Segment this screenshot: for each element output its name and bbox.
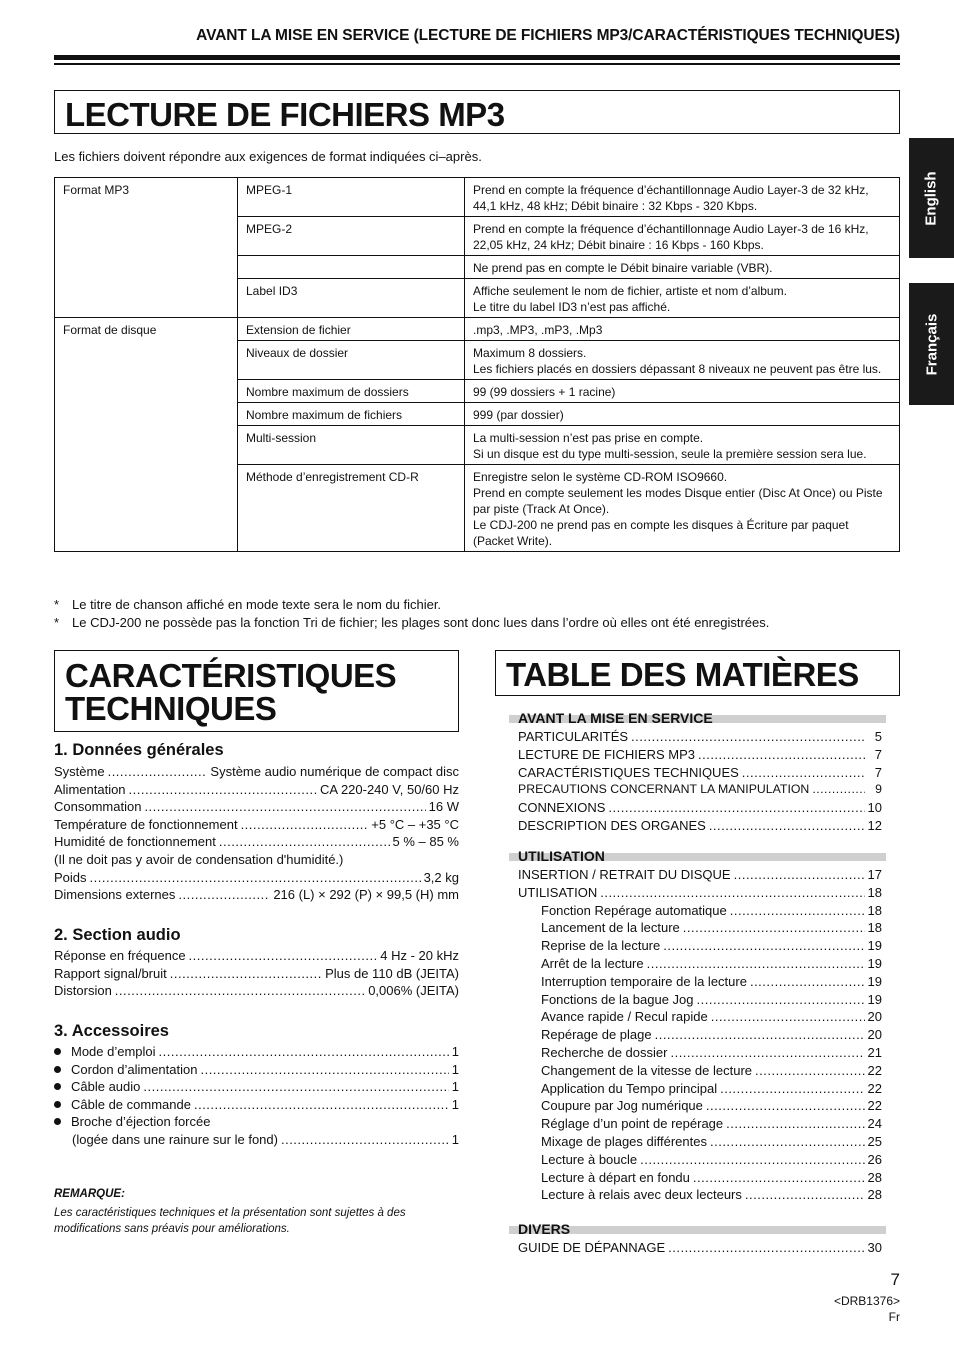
spec-label: Système <box>54 764 105 779</box>
note-marker: * <box>54 615 60 630</box>
bullet-icon <box>54 1083 61 1090</box>
toc-entry-page: 19 <box>867 991 882 1007</box>
spec-row-temp <box>54 816 459 834</box>
toc-subentry[interactable] <box>518 991 882 1009</box>
accessory-item <box>54 1078 459 1096</box>
leader-dots <box>178 886 270 904</box>
leader-dots <box>663 937 864 955</box>
leader-dots <box>706 1097 865 1115</box>
leader-dots <box>698 746 865 764</box>
remarque-title: REMARQUE: <box>54 1188 125 1200</box>
toc-entry-label: Lecture à boucle <box>541 1151 638 1167</box>
spec-row-conso <box>54 798 459 816</box>
accessory-label <box>54 1043 156 1061</box>
spec-value: Système audio numérique de compact disc <box>210 764 459 779</box>
toc-entry-label: CONNEXIONS <box>518 800 606 816</box>
toc-entry-page: 7 <box>874 746 882 762</box>
toc-entry-label: Arrêt de la lecture <box>541 955 644 971</box>
spec-label: Humidité de fonctionnement <box>54 834 216 850</box>
accessory-label <box>54 1096 191 1114</box>
tab-francais[interactable] <box>909 283 954 405</box>
spec-row-humid <box>54 833 459 851</box>
table-cell-methode: Méthode d’enregistrement CD-R <box>238 465 465 552</box>
spec-label: Distorsion <box>54 983 112 999</box>
spec-row-snr <box>54 965 459 983</box>
spec-value: Plus de 110 dB (JEITA) <box>325 965 459 981</box>
leader-dots <box>670 1044 864 1062</box>
bullet-icon <box>54 1066 61 1073</box>
toc-entry-page: 19 <box>867 938 882 954</box>
toc-entry-label: Fonction Repérage automatique <box>541 902 727 918</box>
caracteristiques-title <box>54 650 459 732</box>
spec-value: 16 W <box>428 799 459 815</box>
toc-entry[interactable] <box>518 746 882 764</box>
page-number: 7 <box>890 1270 900 1289</box>
bullet-icon <box>54 1048 61 1055</box>
spec-label: Consommation <box>54 799 142 815</box>
toc-subentry[interactable] <box>518 1026 882 1044</box>
toc-entry-label: UTILISATION <box>518 884 598 900</box>
accessory-qty: 1 <box>451 1044 459 1059</box>
leader-dots <box>143 1078 448 1096</box>
leader-dots <box>655 1026 865 1044</box>
accessory-name: Cordon d’alimentation <box>71 1061 198 1077</box>
leader-dots <box>90 869 421 887</box>
leader-dots <box>745 1186 865 1204</box>
accessory-item-broche <box>54 1113 459 1131</box>
toc-entry-label: Recherche de dossier <box>541 1044 668 1060</box>
toc-subentry[interactable] <box>518 1169 882 1187</box>
toc-entry-label: Lancement de la lecture <box>541 920 680 936</box>
accessory-label <box>54 1061 197 1079</box>
toc-subentry[interactable] <box>518 1115 882 1133</box>
id3-desc-line: Affiche seulement le nom de fichier, artiste et nom d’album. <box>473 284 787 298</box>
table-cell-nb-fichiers-desc: 999 (par dossier) <box>465 403 900 426</box>
note-item <box>54 614 769 632</box>
toc-entry-page: 19 <box>867 955 882 971</box>
toc-entry-page: 21 <box>867 1044 882 1060</box>
table-cell-mpeg2-desc: Prend en compte la fréquence d’échantillonnage Audio Layer-3 de 16 kHz, 22,05 kHz, 24 kHz; Débit binaire : 16 Kbps - 160 Kbps. <box>465 217 900 256</box>
leader-dots <box>711 1008 865 1026</box>
toc-entry-label: Changement de la vitesse de lecture <box>541 1062 753 1078</box>
spec-value: +5 °C – +35 °C <box>371 816 459 832</box>
bullet-icon <box>54 1118 61 1125</box>
leader-dots <box>720 1080 864 1098</box>
leader-dots <box>115 982 365 1000</box>
audio-heading: 2. Section audio <box>54 926 181 944</box>
toc-entry-page: 10 <box>867 800 882 816</box>
leader-dots <box>600 884 864 902</box>
caracteristiques-title-line: CARACTÉRISTIQUES <box>65 657 397 694</box>
lang-code-line: Fr <box>888 1310 900 1324</box>
leader-dots <box>129 781 317 799</box>
mp3-notes <box>54 596 769 632</box>
toc-entry-page: 18 <box>867 902 882 918</box>
toc-subentry[interactable] <box>518 1062 882 1080</box>
leader-dots <box>144 798 425 816</box>
toc-subentry[interactable] <box>518 919 882 937</box>
toc-subentry[interactable] <box>518 973 882 991</box>
leader-dots <box>219 833 390 851</box>
leader-dots <box>640 1151 864 1169</box>
leader-dots <box>710 1133 865 1151</box>
bullet-icon <box>54 1101 61 1108</box>
toc-entry-page: 19 <box>867 973 882 989</box>
table-cell-empty <box>238 256 465 279</box>
accessory-qty: 1 <box>451 1079 459 1095</box>
toc-entry-page: 18 <box>867 920 882 936</box>
mp3-section-title: LECTURE DE FICHIERS MP3 <box>54 90 900 134</box>
header-rule-thin <box>54 63 900 65</box>
accessoires-list <box>54 1043 459 1149</box>
audio-list <box>54 947 459 1000</box>
toc-entry-label: Application du Tempo principal <box>541 1080 718 1096</box>
accessory-name: Câble audio <box>71 1079 141 1095</box>
accessory-qty: 1 <box>451 1061 459 1077</box>
leader-dots <box>159 1043 449 1061</box>
leader-dots <box>194 1096 449 1114</box>
spec-label: Réponse en fréquence <box>54 948 186 963</box>
methode-desc-line: Prend en compte seulement les modes Disque entier (Disc At Once) ou Piste par piste (Track At Once). <box>473 486 883 516</box>
toc-entry-page: 5 <box>874 729 882 744</box>
mp3-format-table <box>54 177 900 552</box>
document-code <box>834 1293 900 1325</box>
toc-subentry[interactable] <box>518 955 882 973</box>
mp3-intro-text: Les fichiers doivent répondre aux exigences de format indiquées ci–après. <box>54 149 482 164</box>
toc-entry-page: 28 <box>867 1187 882 1203</box>
table-cell-mpeg2: MPEG-2 <box>238 217 465 256</box>
leader-dots <box>189 947 378 965</box>
toc-entry-label: Réglage d’un point de repérage <box>541 1116 724 1132</box>
spec-value: 5 % – 85 % <box>392 834 459 850</box>
toc-entry-label: Coupure par Jog numérique <box>541 1098 703 1114</box>
leader-dots <box>726 1115 864 1133</box>
leader-dots <box>734 866 865 884</box>
accessory-item <box>54 1096 459 1114</box>
table-cell-ext-desc: .mp3, .MP3, .mP3, .Mp3 <box>465 318 900 341</box>
table-cell-nb-fichiers: Nombre maximum de fichiers <box>238 403 465 426</box>
accessory-name: Câble de commande <box>71 1096 191 1112</box>
id3-desc-line: Le titre du label ID3 n’est pas affiché. <box>473 300 671 314</box>
spec-value: 4 Hz - 20 kHz <box>380 948 459 963</box>
spec-label: Alimentation <box>54 781 126 797</box>
toc-entry[interactable] <box>518 817 882 835</box>
table-cell-ext: Extension de fichier <box>238 318 465 341</box>
leader-dots <box>730 902 865 920</box>
toc-entry-label: Fonctions de la bague Jog <box>541 991 694 1007</box>
toc-entry-label: Lecture à relais avec deux lecteurs <box>541 1187 742 1203</box>
leader-dots <box>170 965 322 983</box>
toc-entry[interactable] <box>518 884 882 902</box>
leader-dots <box>697 991 865 1009</box>
toc-entry-page: 26 <box>867 1151 882 1167</box>
accessory-item <box>54 1043 459 1061</box>
spec-label: Température de fonctionnement <box>54 816 238 832</box>
leader-dots <box>108 763 208 781</box>
spec-row-poids <box>54 869 459 887</box>
tab-english[interactable] <box>909 138 954 258</box>
toc-subentry[interactable] <box>518 1133 882 1151</box>
spec-value: 0,006% (JEITA) <box>368 983 459 999</box>
niveaux-desc-line: Maximum 8 dossiers. <box>473 346 587 360</box>
tab-francais-label: Français <box>923 313 941 375</box>
table-cell-multi: Multi-session <box>238 426 465 465</box>
toc-entry-label: CARACTÉRISTIQUES TECHNIQUES <box>518 764 739 780</box>
note-text: Le CDJ-200 ne possède pas la fonction Tri de fichier; les plages sont donc lues dans l’ordre où elles ont été enregistrées. <box>72 615 770 630</box>
toc-section-heading: DIVERS <box>518 1221 571 1237</box>
toc-list-utilisation <box>518 866 882 1204</box>
spec-label: Poids <box>54 869 87 885</box>
toc-entry-page: 18 <box>867 884 882 900</box>
niveaux-desc-line: Les fichiers placés en dossiers dépassant 8 niveaux ne peuvent pas être lus. <box>473 362 882 376</box>
toc-subentry[interactable] <box>518 1080 882 1098</box>
toc-entry-label: Mixage de plages différentes <box>541 1133 707 1149</box>
spec-humid-note: (Il ne doit pas y avoir de condensation d'humidité.) <box>54 851 344 867</box>
table-cell-vbr-desc: Ne prend pas en compte le Débit binaire variable (VBR). <box>465 256 900 279</box>
toc-entry-label: Repérage de plage <box>541 1027 652 1043</box>
toc-entry-label: Lecture à départ en fondu <box>541 1169 690 1185</box>
leader-dots <box>750 973 865 991</box>
table-cell-methode-desc <box>465 465 900 552</box>
caracteristiques-title-line: TECHNIQUES <box>65 690 277 727</box>
toc-entry-page: 22 <box>867 1062 882 1078</box>
leader-dots <box>709 817 865 835</box>
toc-subentry[interactable] <box>518 1186 882 1204</box>
toc-entry-page: 22 <box>867 1098 882 1114</box>
accessoires-heading: 3. Accessoires <box>54 1022 169 1040</box>
toc-subentry[interactable] <box>518 1097 882 1115</box>
leader-dots <box>755 1062 865 1080</box>
table-cell-id3-desc <box>465 279 900 318</box>
leader-dots <box>241 816 369 834</box>
spec-row-alim <box>54 781 459 799</box>
toc-entry-page: 7 <box>874 764 882 780</box>
toc-section-heading: UTILISATION <box>518 848 605 864</box>
toc-entry[interactable] <box>518 781 882 799</box>
methode-desc-line: Enregistre selon le système CD-ROM ISO9660. <box>473 470 728 484</box>
doc-code-line: <DRB1376> <box>833 1294 900 1308</box>
toc-entry-page: 22 <box>867 1080 882 1096</box>
toc-entry[interactable] <box>518 799 882 817</box>
toc-entry-page: 20 <box>867 1027 882 1043</box>
toc-entry[interactable] <box>518 764 882 782</box>
accessory-sub-label: (logée dans une rainure sur le fond) <box>72 1131 278 1147</box>
note-text: Le titre de chanson affiché en mode texte sera le nom du fichier. <box>72 597 442 612</box>
toc-entry-label: Avance rapide / Recul rapide <box>541 1009 708 1025</box>
spec-value: 216 (L) × 292 (P) × 99,5 (H) mm <box>273 887 459 903</box>
leader-dots <box>683 919 865 937</box>
toc-entry-label: PRECAUTIONS CONCERNANT LA MANIPULATION <box>518 782 810 797</box>
table-cell-mpeg1-desc: Prend en compte la fréquence d’échantillonnage Audio Layer-3 de 32 kHz, 44,1 kHz, 48 kHz; Débit binaire : 32 Kbps - 320 Kbps. <box>465 178 900 217</box>
accessory-item-broche-sub <box>54 1131 459 1149</box>
header-rule-thick <box>54 55 900 60</box>
toc-subentry[interactable] <box>518 1008 882 1026</box>
toc-subentry[interactable] <box>518 1044 882 1062</box>
leader-dots <box>200 1061 448 1079</box>
toc-subentry[interactable] <box>518 937 882 955</box>
leader-dots <box>812 781 865 799</box>
accessory-label <box>54 1078 140 1096</box>
toc-entry-page: 24 <box>867 1116 882 1132</box>
tab-english-label: English <box>923 170 941 226</box>
leader-dots <box>631 728 865 746</box>
toc-entry-page: 28 <box>867 1169 882 1185</box>
toc-list-avant <box>518 728 882 835</box>
toc-entry-label: Interruption temporaire de la lecture <box>541 973 747 989</box>
table-cell-niveaux-desc <box>465 341 900 380</box>
page-header-title: AVANT LA MISE EN SERVICE (LECTURE DE FICHIERS MP3/CARACTÉRISTIQUES TECHNIQUES) <box>196 27 900 44</box>
toc-entry-page: 17 <box>867 867 882 882</box>
table-cell-format-disque: Format de disque <box>55 318 238 552</box>
spec-row-dist <box>54 982 459 1000</box>
toc-entry-label: Reprise de la lecture <box>541 938 661 954</box>
toc-entry-page: 30 <box>867 1240 882 1255</box>
toc-title: TABLE DES MATIÈRES <box>495 650 900 696</box>
accessory-qty: 1 <box>451 1131 459 1147</box>
table-cell-mpeg1: MPEG-1 <box>238 178 465 217</box>
toc-entry-label: INSERTION / RETRAIT DU DISQUE <box>518 867 731 882</box>
leader-dots <box>647 955 865 973</box>
table-cell-multi-desc <box>465 426 900 465</box>
methode-desc-line: Le CDJ-200 ne prend pas en compte les disques à Écriture par paquet (Packet Write). <box>473 518 849 548</box>
toc-list-divers <box>518 1239 882 1257</box>
toc-entry-label: DESCRIPTION DES ORGANES <box>518 817 706 833</box>
spec-row-systeme <box>54 763 459 781</box>
toc-entry-page: 12 <box>867 817 882 833</box>
table-cell-nb-dossiers-desc: 99 (99 dossiers + 1 racine) <box>465 380 900 403</box>
table-cell-nb-dossiers: Nombre maximum de dossiers <box>238 380 465 403</box>
leader-dots <box>693 1169 865 1187</box>
multi-desc-line: Si un disque est du type multi-session, seule la première session sera lue. <box>473 447 867 461</box>
note-item <box>54 596 769 614</box>
toc-entry-page: 20 <box>867 1009 882 1025</box>
leader-dots <box>742 764 865 782</box>
toc-entry-label: GUIDE DE DÉPANNAGE <box>518 1240 666 1255</box>
spec-value: CA 220-240 V, 50/60 Hz <box>319 781 459 797</box>
remarque-text: Les caractéristiques techniques et la présentation sont sujettes à des modifications sans préavis pour améliorations. <box>54 1207 406 1235</box>
spec-row-dim <box>54 886 459 904</box>
spec-label: Rapport signal/bruit <box>54 965 167 981</box>
toc-subentry[interactable] <box>518 1151 882 1169</box>
donnees-list <box>54 763 459 904</box>
toc-entry-page: 25 <box>867 1133 882 1149</box>
toc-entry-label: PARTICULARITÉS <box>518 729 629 744</box>
toc-entry[interactable] <box>518 728 882 746</box>
toc-entry-page: 9 <box>875 782 882 797</box>
spec-value: 3,2 kg <box>423 869 459 885</box>
note-marker: * <box>54 597 60 612</box>
accessory-item <box>54 1061 459 1079</box>
leader-dots <box>281 1131 449 1149</box>
toc-section-heading: AVANT LA MISE EN SERVICE <box>518 710 713 726</box>
spec-label: Dimensions externes <box>54 887 176 903</box>
accessory-name: Broche d’éjection forcée <box>71 1114 211 1130</box>
leader-dots <box>668 1239 864 1257</box>
toc-entry-label: LECTURE DE FICHIERS MP3 <box>518 746 695 762</box>
toc-subentry[interactable] <box>518 902 882 920</box>
table-cell-format-mp3: Format MP3 <box>55 178 238 318</box>
table-cell-id3: Label ID3 <box>238 279 465 318</box>
donnees-heading: 1. Données générales <box>54 741 224 759</box>
multi-desc-line: La multi-session n’est pas prise en compte. <box>473 431 704 445</box>
toc-entry[interactable] <box>518 1239 882 1257</box>
accessory-name: Mode d’emploi <box>71 1044 156 1059</box>
toc-entry[interactable] <box>518 866 882 884</box>
accessory-qty: 1 <box>451 1096 459 1112</box>
table-cell-niveaux: Niveaux de dossier <box>238 341 465 380</box>
leader-dots <box>608 799 864 817</box>
spec-row-freq <box>54 947 459 965</box>
